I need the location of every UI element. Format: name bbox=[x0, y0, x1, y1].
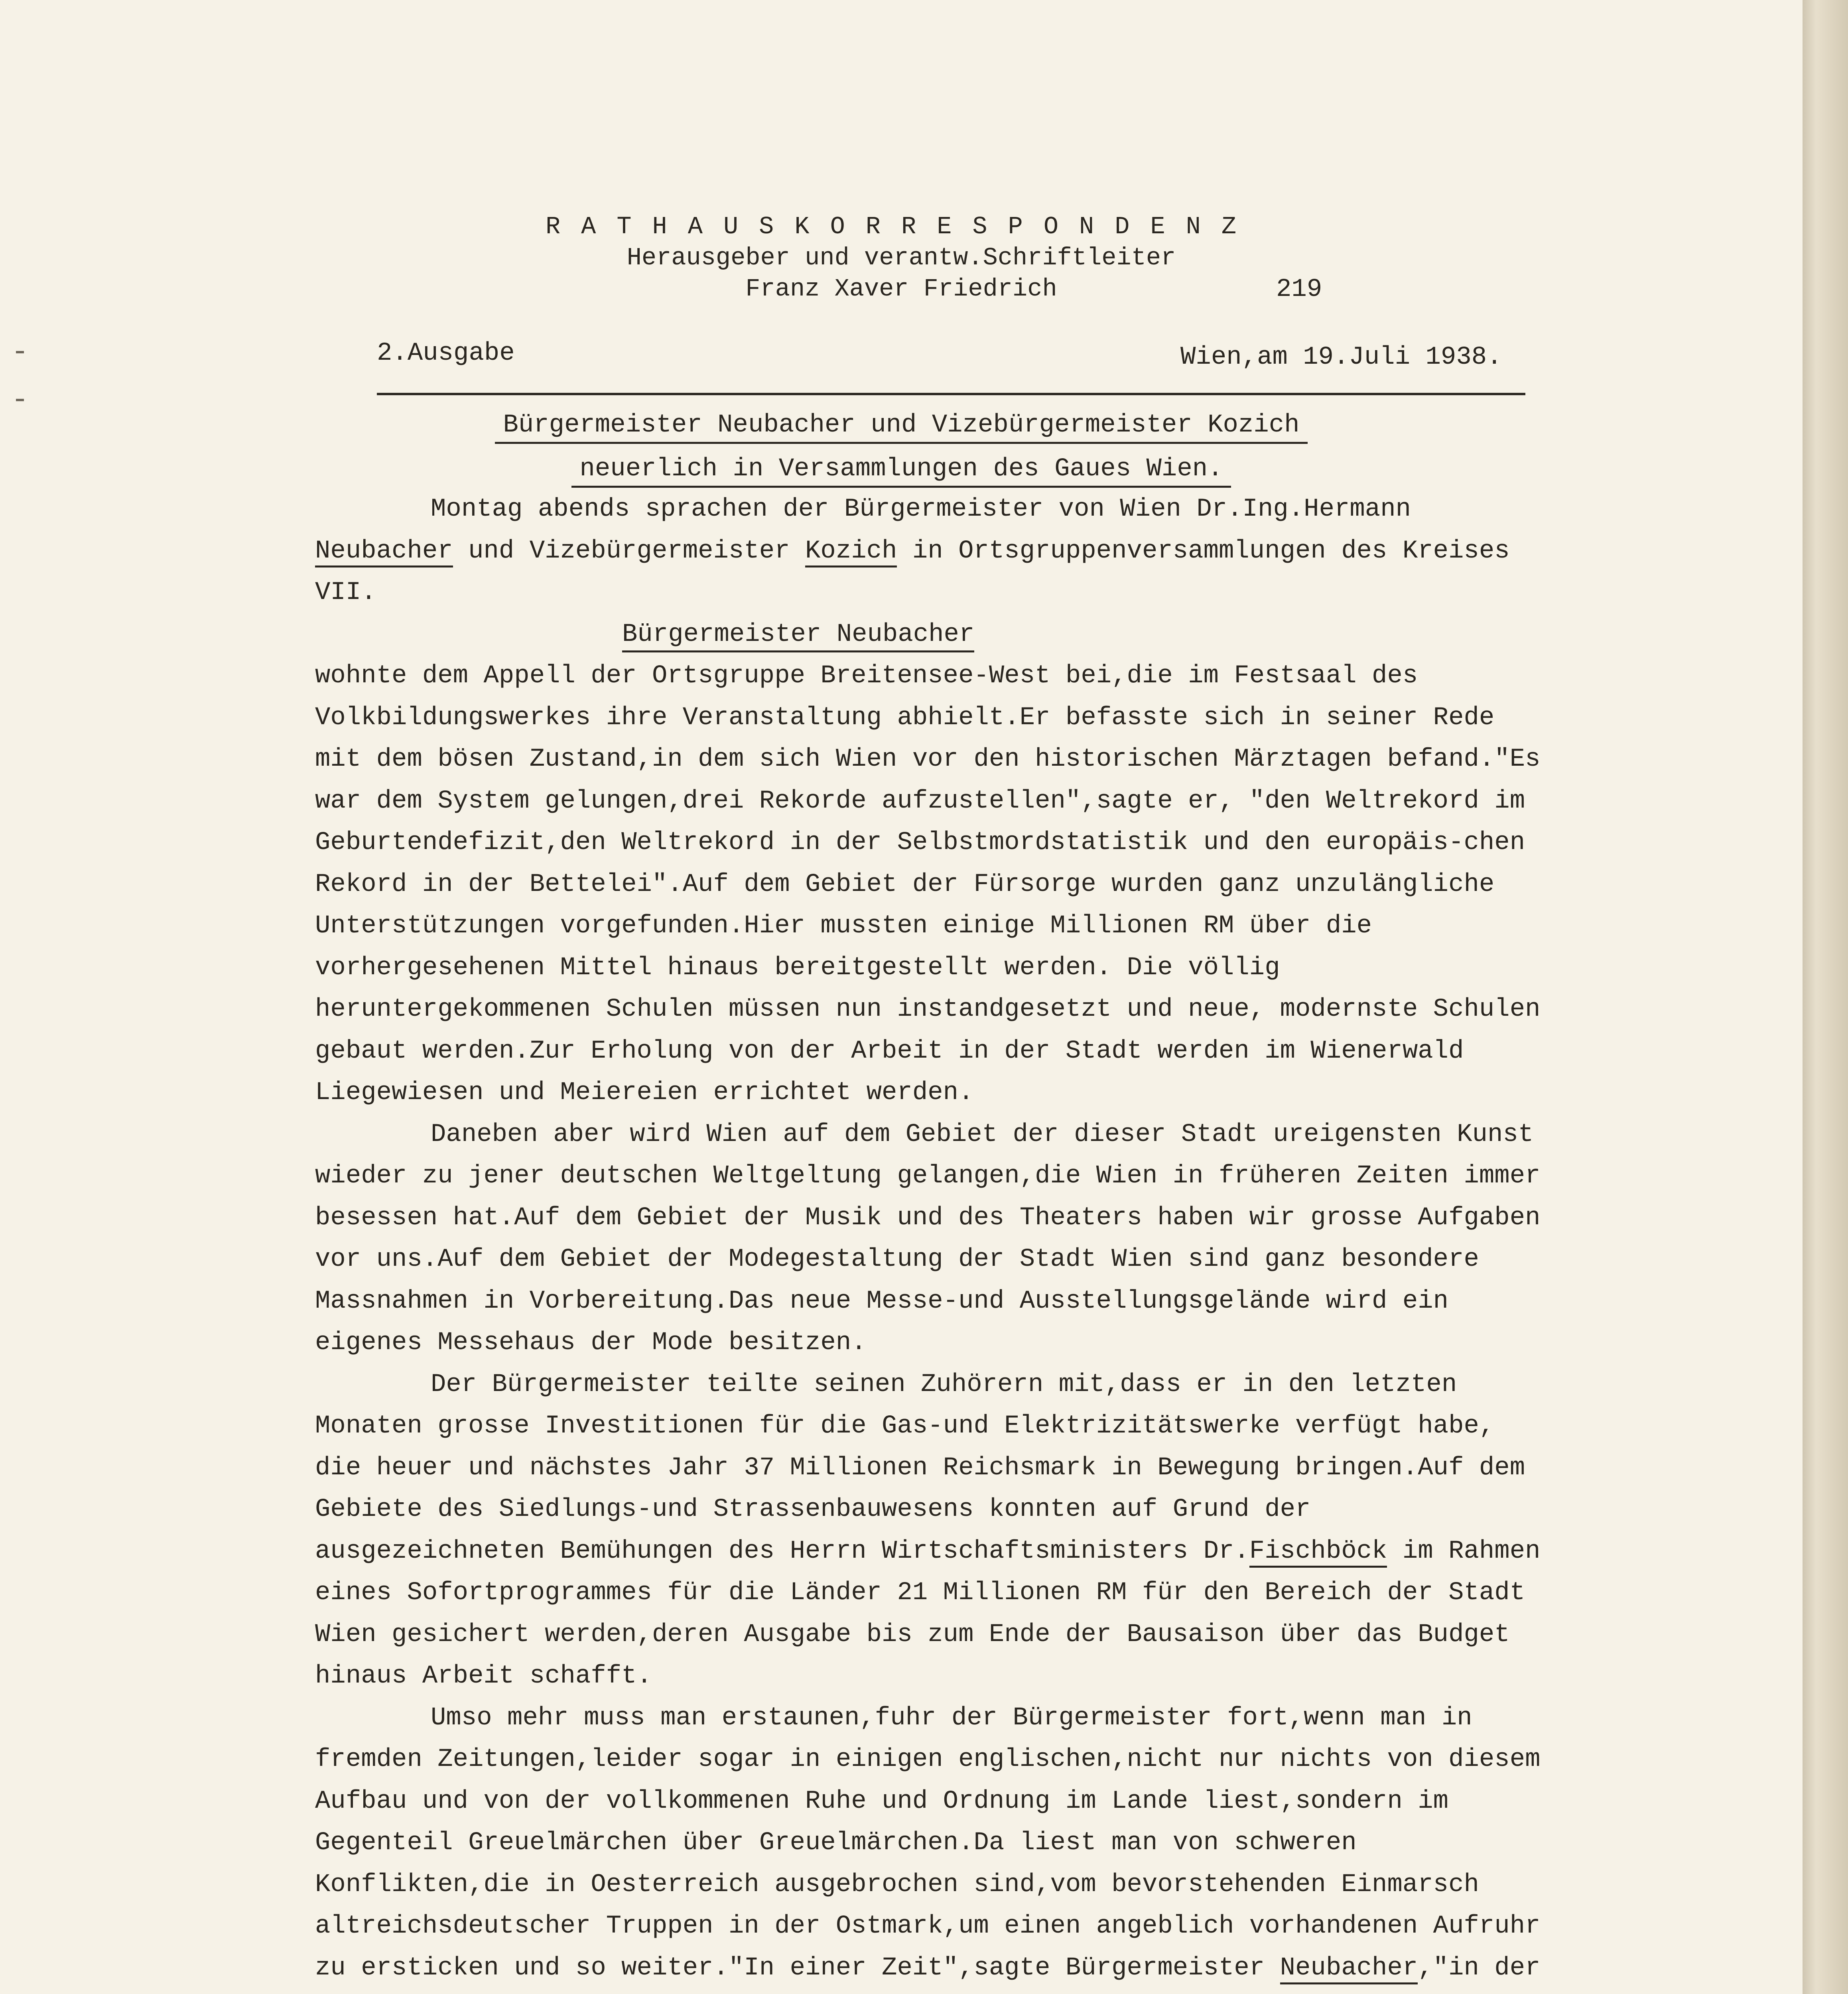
dateline: Wien,am 19.Juli 1938. bbox=[1180, 343, 1502, 372]
paragraph-1: wohnte dem Appell der Ortsgruppe Breitensee-West bei,die im Festsaal des Volkbildungswerkes ihre Veranstaltung abhielt.Er befasste sich in seiner Rede mit dem bösen Zustand,in dem sich Wien vor den historischen Märztagen befand."Es war dem System gelungen,drei Rekorde aufzustellen",sagte er, "den Weltrekord im Geburtendefizit,den Weltrekord in der Selbstmordstatistik und den europäis-chen Rekord in der Bettelei".Auf dem Gebiet der Fürsorge wurden ganz unzulängliche Unterstützungen vorgefunden.Hier mussten einige Millionen RM über die vorhergesehenen Mittel hinaus bereitgestellt werden. Die völlig heruntergekommenen Schulen müssen nun instandgesetzt und neue, modernste Schulen gebaut werden.Zur Erholung von der Arbeit in der Stadt werden im Wienerwald Liegewiesen und Meiereien errichtet werden. bbox=[315, 662, 1541, 1107]
page-edge bbox=[1803, 0, 1848, 1994]
publisher-line: Herausgeber und verantw.Schriftleiter bbox=[627, 244, 1176, 272]
margin-mark bbox=[16, 399, 24, 401]
subheading: Bürgermeister Neubacher bbox=[315, 614, 1551, 656]
name-fischboeck: Fischböck bbox=[1249, 1537, 1387, 1568]
paragraph-4: Umso mehr muss man erstaunen,fuhr der Bürgermeister fort,wenn man in fremden Zeitungen,leider sogar in einigen englischen,nicht nur nichts von diesem Aufbau und von der vollkommenen Ruhe und Ordnung im Lande liest,sondern im Gegenteil Greuelmärchen über Greuelmärchen.Da liest man von schweren Konflikten,die in Oesterreich ausgebrochen sind,vom bevorstehenden Einmarsch altreichsdeutscher Truppen in der Ostmark,um einen angeblich vorhandenen Aufruhr zu ersticken und so weiter."In einer Zeit",sagte Bürgermeister Neubacher,"in der bbox=[315, 1697, 1551, 1994]
name-neubacher: Neubacher bbox=[315, 537, 453, 567]
header-rule bbox=[377, 393, 1525, 395]
margin-mark bbox=[16, 351, 24, 353]
article-body bbox=[315, 489, 1551, 1994]
headline-line-1: Bürgermeister Neubacher und Vizebürgermeister Kozich bbox=[0, 411, 1803, 439]
edition-label: 2.Ausgabe bbox=[377, 339, 515, 368]
masthead-title: RATHAUSKORRESPONDENZ bbox=[545, 213, 1257, 241]
intro-paragraph: Montag abends sprachen der Bürgermeister von Wien Dr.Ing.Hermann Neubacher und Vizebürgermeister Kozich in Ortsgruppenversammlungen des Kreises VII. bbox=[315, 495, 1510, 607]
paragraph-3: Der Bürgermeister teilte seinen Zuhörern mit,dass er in den letzten Monaten grosse Investitionen für die Gas-und Elektrizitätswerke verfügt habe, die heuer und nächstes Jahr 37 Millionen Reichsmark in Bewegung bringen.Auf dem Gebiete des Siedlungs-und Strassenbauwesens konnten auf Grund der ausgezeichneten Bemühungen des Herrn Wirtschaftsministers Dr.Fischböck im Rahmen eines Sofortprogrammes für die Länder 21 Millionen RM für den Bereich der Stadt Wien gesichert werden,deren Ausgabe bis zum Ende der Bausaison über das Budget hinaus Arbeit schafft. bbox=[315, 1370, 1541, 1691]
name-kozich: Kozich bbox=[805, 537, 897, 567]
name-neubacher: Neubacher bbox=[1280, 1954, 1418, 1984]
letterhead bbox=[0, 211, 1803, 305]
page-number: 219 bbox=[1276, 275, 1322, 304]
editor-line: Franz Xaver Friedrich bbox=[745, 275, 1057, 303]
paragraph-2: Daneben aber wird Wien auf dem Gebiet der dieser Stadt ureigensten Kunst wieder zu jener deutschen Weltgeltung gelangen,die Wien in früheren Zeiten immer besessen hat.Auf dem Gebiet der Musik und des Theaters haben wir grosse Aufgaben vor uns.Auf dem Gebiet der Modegestaltung der Stadt Wien sind ganz besondere Massnahmen in Vorbereitung.Das neue Messe-und Ausstellungsgelände wird ein eigenes Messehaus der Mode besitzen. bbox=[315, 1120, 1541, 1357]
headline-line-2: neuerlich in Versammlungen des Gaues Wien. bbox=[0, 455, 1803, 483]
